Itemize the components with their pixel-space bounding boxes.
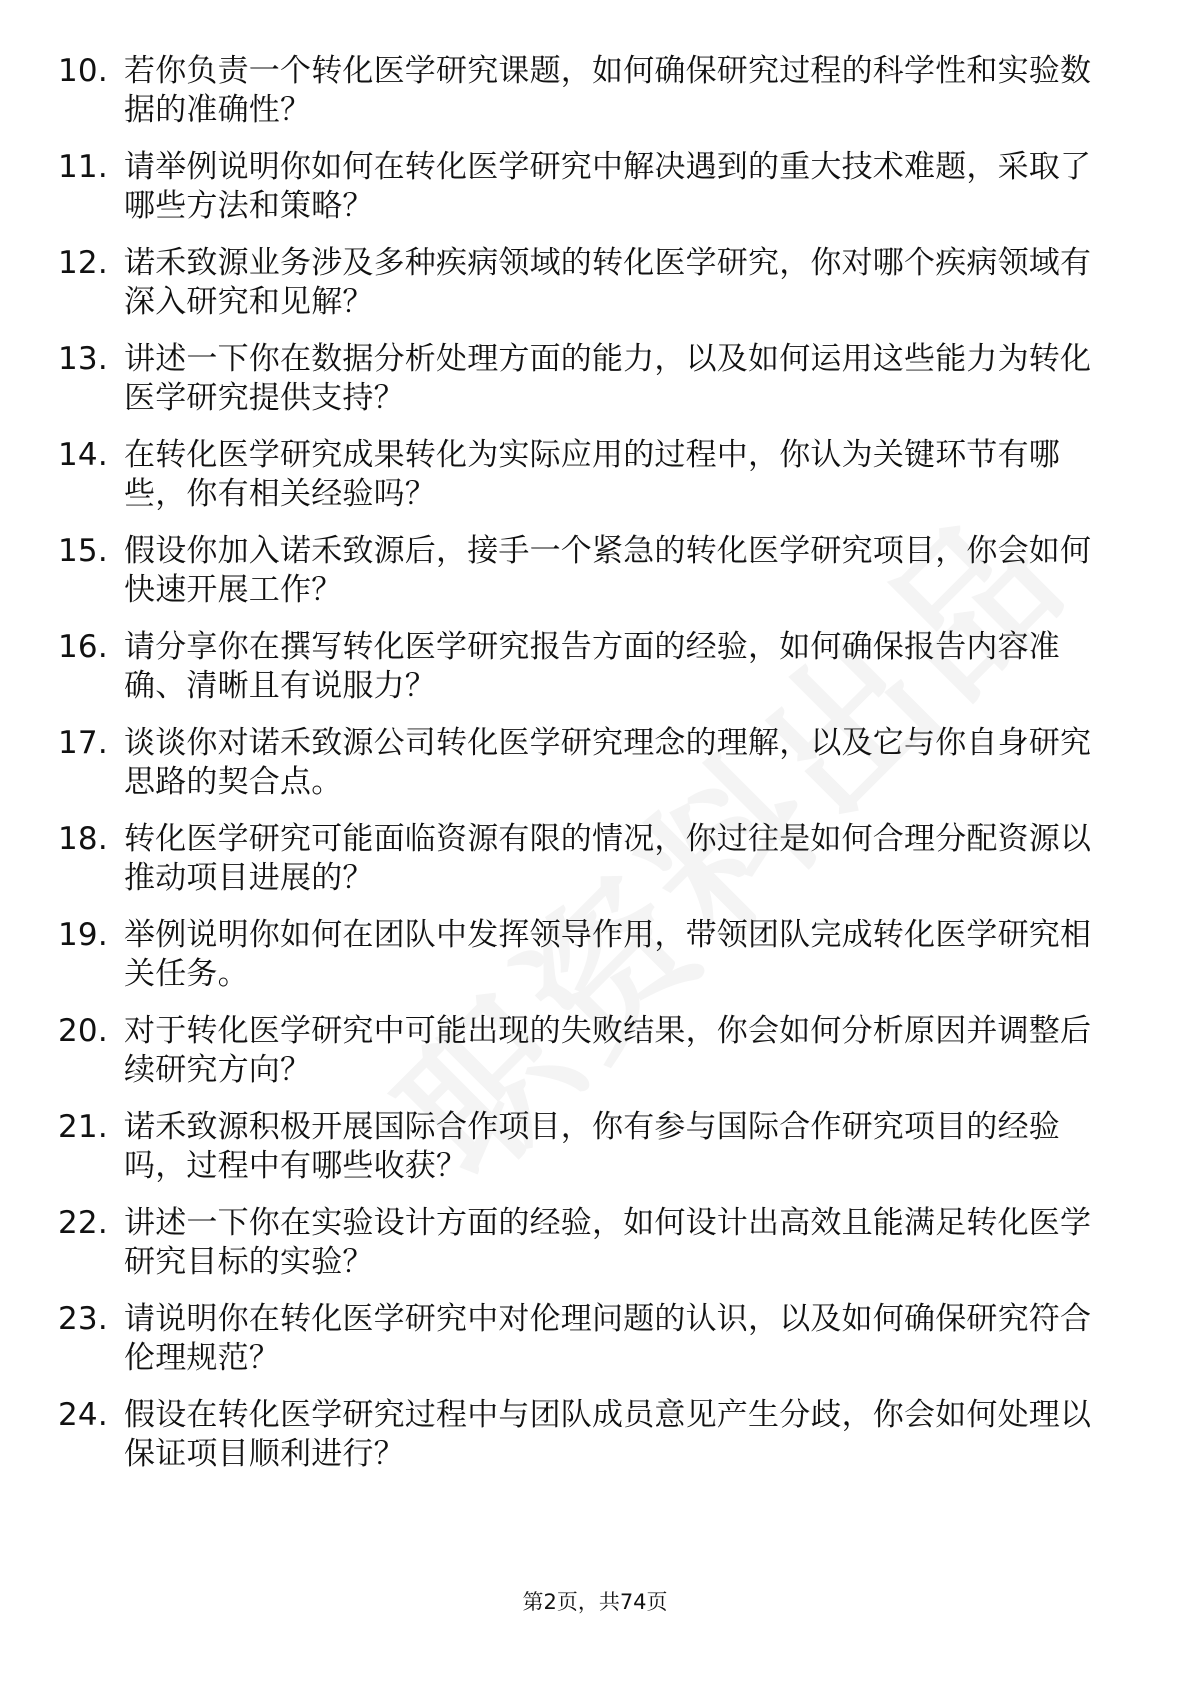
question-item [58,52,1118,130]
question-number: 20. [58,1013,108,1049]
question-text: 诺禾致源积极开展国际合作项目，你有参与国际合作研究项目的经验吗，过程中有哪些收获？ [124,1109,1060,1184]
question-text: 举例说明你如何在团队中发挥领导作用，带领团队完成转化医学研究相关任务。 [124,917,1092,992]
question-number: 22. [58,1205,108,1241]
question-number: 12. [58,245,108,281]
question-text: 讲述一下你在实验设计方面的经验，如何设计出高效且能满足转化医学研究目标的实验？ [124,1205,1092,1280]
question-number: 15. [58,533,108,569]
question-text: 讲述一下你在数据分析处理方面的能力，以及如何运用这些能力为转化医学研究提供支持？ [124,341,1092,416]
question-number: 10. [58,53,108,89]
question-number: 21. [58,1109,108,1145]
question-text: 诺禾致源业务涉及多种疾病领域的转化医学研究，你对哪个疾病领域有深入研究和见解？ [124,245,1092,320]
question-item [58,532,1118,610]
question-number: 14. [58,437,108,473]
page-number-label: 第2页，共74页 [522,1590,668,1614]
question-text: 转化医学研究可能面临资源有限的情况，你过往是如何合理分配资源以推动项目进展的？ [124,821,1092,896]
question-item [58,1300,1118,1378]
page-footer [0,1588,1190,1616]
question-text: 请举例说明你如何在转化医学研究中解决遇到的重大技术难题，采取了哪些方法和策略？ [124,149,1092,224]
question-list [58,52,1118,1492]
question-text: 若你负责一个转化医学研究课题，如何确保研究过程的科学性和实验数据的准确性？ [124,53,1092,128]
question-number: 23. [58,1301,108,1337]
question-number: 11. [58,149,108,185]
question-item [58,916,1118,994]
question-item [58,628,1118,706]
question-number: 19. [58,917,108,953]
question-item [58,1012,1118,1090]
question-item [58,436,1118,514]
question-number: 13. [58,341,108,377]
question-text: 对于转化医学研究中可能出现的失败结果，你会如何分析原因并调整后续研究方向？ [124,1013,1092,1088]
question-number: 17. [58,725,108,761]
question-text: 请说明你在转化医学研究中对伦理问题的认识，以及如何确保研究符合伦理规范？ [124,1301,1092,1376]
question-text: 在转化医学研究成果转化为实际应用的过程中，你认为关键环节有哪些，你有相关经验吗？ [124,437,1060,512]
question-item [58,148,1118,226]
question-item [58,724,1118,802]
question-item [58,1108,1118,1186]
question-item [58,820,1118,898]
question-text: 假设你加入诺禾致源后，接手一个紧急的转化医学研究项目，你会如何快速开展工作？ [124,533,1092,608]
question-item [58,340,1118,418]
question-item [58,1396,1118,1474]
question-text: 谈谈你对诺禾致源公司转化医学研究理念的理解，以及它与你自身研究思路的契合点。 [124,725,1092,800]
question-item [58,244,1118,322]
question-text: 请分享你在撰写转化医学研究报告方面的经验，如何确保报告内容准确、清晰且有说服力？ [124,629,1060,704]
question-number: 24. [58,1397,108,1433]
question-text: 假设在转化医学研究过程中与团队成员意见产生分歧，你会如何处理以保证项目顺利进行？ [124,1397,1092,1472]
question-item [58,1204,1118,1282]
question-number: 16. [58,629,108,665]
question-number: 18. [58,821,108,857]
